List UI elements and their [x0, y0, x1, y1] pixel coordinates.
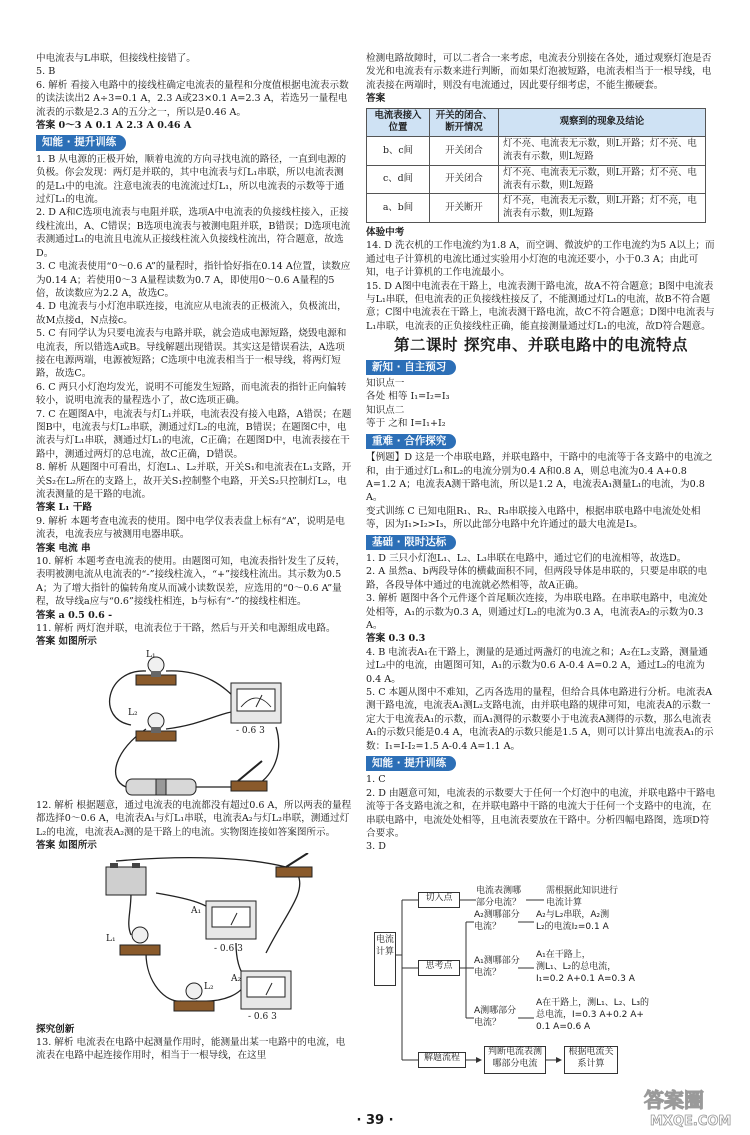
- battery-icon: [106, 863, 146, 895]
- flow-r2a: A₁在干路上，: [536, 950, 591, 960]
- answer-line: 答案 a 0.5 0.6 -: [36, 609, 113, 621]
- ammeter-a1-icon: [206, 901, 256, 939]
- bulb-l2-icon: [136, 713, 176, 741]
- text-para: 8. 解析 从题图中可看出，灯泡L₁、L₂并联，开关S₁和电流表在L₁支路，开关S₂在L₂所在的支路上，故开关S₁控制整个电路，开关S₂只控制灯L₂，电流表测量的是干路的电流。: [36, 462, 352, 500]
- text-para: 14. D 洗衣机的工作电流约为1.8 A，而空调、微波炉的工作电流约为5 A以上；而通过电子计算机的电流比通过实验用小灯泡的电流还要小，小于0.3 A；由此可知，电子计算机的工作电流最小。: [366, 240, 715, 279]
- ammeter-scale: - 0.6 3: [236, 725, 265, 736]
- flow-entry-question: 电流表测哪部分电流？: [476, 886, 522, 908]
- switch-icon: [276, 853, 312, 877]
- text-para: 3. D: [366, 841, 386, 853]
- table-cell: 开关断开: [430, 194, 499, 223]
- watermark-logo: [640, 1085, 744, 1129]
- table-cell: 开关闭合: [430, 165, 499, 194]
- table-cell: a、b间: [367, 194, 430, 223]
- table-header: 电流表接入位置: [367, 108, 430, 137]
- table-cell: b、c间: [367, 137, 430, 166]
- section-explore: 探究创新: [36, 1023, 75, 1035]
- flow-root-box: 电流计算: [374, 932, 396, 986]
- label-a1: A₁: [191, 905, 202, 916]
- table-row: [367, 194, 706, 223]
- answer-line: 答案 如图所示: [36, 840, 97, 852]
- flow-process-box: 解题流程: [418, 1052, 466, 1068]
- watermark-icon: [640, 1085, 744, 1129]
- text-para: 3. C 电流表使用“0～0.6 A”的量程时，指针恰好指在0.14 A位置，读数应为0.14 A；若使用0～3 A量程读数为0.7 A，即使用0～0.6 A量程的5倍，故读数应为2.2 A，故选C。: [36, 261, 351, 299]
- answer-line: 答案 如图所示: [36, 636, 97, 648]
- flow-r3b: 总电流，I=0.3 A+0.2 A+: [536, 1010, 644, 1020]
- flow-q1: A₂测哪部分电流？: [474, 910, 520, 932]
- svg-text:MXQE.COM: MXQE.COM: [650, 1114, 732, 1129]
- right-column: [366, 52, 716, 854]
- circuit-diagram-1: [36, 649, 352, 799]
- text-para: 【例题】D 这是一个串联电路，并联电路中，干路中的电流等于各支路中的电流之和，由于通过灯L₁和L₂的电流分别为0.4 A和0.8 A，则总电流为0.4 A+0.8 A=1.2 A；电流表A测干路电流，所以是1.2 A，电流表A₁测量L₁的电流，为0.8 A。: [366, 452, 713, 504]
- text-line: 5. B: [36, 66, 56, 78]
- text-para: 2. D A和C选项电流表与电阻并联，选项A中电流表的负接线柱接入，正接线柱流出，A、C错误；B选项电流表与被测电阻并联，B错误；D选项电流表测通过L₁的电流且电流从正接线柱流入负接线柱流出，符合题意，故选D。: [36, 207, 351, 259]
- knowledge-text: 各处 相等 I₁=I₂=I₃: [366, 391, 450, 403]
- answer-line: 答案 L₁ 干路: [36, 502, 93, 514]
- answer-line: 答案 电流 串: [36, 542, 91, 554]
- label-l1: L₁: [106, 933, 116, 944]
- text-para: 5. C 本题从图中不难知，乙丙各选用的量程，但给合具体电路进行分析。电流表A测干路电流，电流表A₁测L₂支路电流，由并联电路的规律可知，电流表A的示数一定大于电流表A₁的示数，而A₁测得的示数要小于电流表A测得的示数，那么电流表A₁的示数只能是0.4 A，电流表A的示数只能是1.5 A，则可以计算出电流表A₁的示数：I₁=I-I₂=1.5 A-0.4 A=1.1 A。: [366, 687, 714, 752]
- table-cell: 灯不亮，电流表无示数，则L开路；灯不亮，电流表有示数，则L短路: [499, 194, 706, 223]
- label-l1: L₁: [146, 649, 156, 660]
- bulb-l1-icon: [120, 927, 160, 955]
- table-header: 观察到的现象及结论: [499, 108, 706, 137]
- knowledge-point: 知识点一: [366, 378, 405, 390]
- text-para: 7. C 在题图A中，电流表与灯L₁并联，电流表没有接入电路，A错误；在题图B中，电流表与灯L₂串联，测通过灯L₂的电流，B错误；在题图C中，电流表与灯L₁串联，测通过灯L₁的电流，C正确；在题图D中，电流表接在干路中，测通过两灯的总电流，故C正确，D错误。: [36, 408, 352, 460]
- section-header-basic: 基础 · 限时达标: [366, 535, 456, 550]
- flow-think-box: 思考点: [418, 960, 460, 976]
- knowledge-text: 等于 之和 I=I₁+I₂: [366, 418, 446, 430]
- left-column: [36, 52, 352, 1063]
- section-header-key: 重难 · 合作探究: [366, 434, 456, 449]
- flow-r1a: A₂与L₂串联，A₂测: [536, 910, 610, 920]
- flow-entry-result: 需根据此知识进行电流计算: [546, 886, 619, 908]
- text-para: 检测电路故障时，可以二者合一来考虑，电流表分别接在各处，通过观察灯泡是否发光和电流表有示数来进行判断，而如果灯泡被短路，电流表相当于一根导线，电流表接在两端时，则没有电流通过，因此要仔细考虑，不能生搬硬套。: [366, 53, 712, 91]
- solution-flowchart: [366, 880, 716, 1080]
- text-para: 6. C 两只小灯泡均发光，说明不可能发生短路，而电流表的指针正向偏转较小，说明电流表的量程选小了，故C选项正确。: [36, 381, 347, 407]
- label-l2: L₂: [128, 707, 138, 718]
- section-header-improve-2: 知能 · 提升训练: [366, 756, 456, 771]
- section-exam: 体验中考: [366, 227, 405, 238]
- flow-r3c: 0.1 A=0.6 A: [536, 1022, 591, 1032]
- switch-icon: [231, 761, 267, 791]
- flow-r1b: L₂的电流I₂=0.1 A: [536, 922, 609, 932]
- answer-line: 答案 0.3 0.3: [366, 633, 426, 645]
- answer-line: 答案 0～3 A 0.1 A 2.3 A 0.46 A: [36, 120, 192, 132]
- text-para: 2. D 由题意可知，电流表的示数要大于任何一个灯泡中的电流，并联电路中干路电流等于各支路电流之和，在并联电路中干路的电流大于任何一个支路中的电流，在串联电路中，电流处处相等，且电流表要放在干路中。分析四幅电路图，选项D符合要求。: [366, 787, 716, 840]
- flow-process-step-1: 判断电流表测哪部分电流: [484, 1046, 546, 1074]
- text-para: 2. A 虽然a、b两段导体的横截面积不同，但两段导体是串联的，只要是串联的电路，各段导体中通过的电流就必然相等，故A正确。: [366, 566, 708, 591]
- lesson-title: 第二课时 探究串、并联电路中的电流特点: [394, 336, 688, 355]
- flow-process-step-2: 根据电流关系计算: [564, 1046, 618, 1074]
- text-line: 6. 解析 看接入电路中的接线柱确定电流表的量程和分度值根据电流表示数的读法读出2 A÷3=0.1 A，2.3 A或23×0.1 A=2.3 A，若选另一量程电流表的示数是2.3 A的五分之一，所以是0.46 A。: [36, 79, 349, 118]
- text-para: 4. D 电流表与小灯泡串联连接，电流应从电流表的正极流入，负极流出，故M点接d，N点接c。: [36, 301, 347, 326]
- knowledge-point: 知识点二: [366, 404, 405, 416]
- table-cell: c、d间: [367, 165, 430, 194]
- table-cell: 开关闭合: [430, 137, 499, 166]
- table-cell: 灯不亮、电流表无示数，则L开路；灯不亮、电流表有示数，则L短路: [499, 137, 706, 166]
- text-line: 中电流表与L串联，但接线柱接错了。: [36, 53, 196, 64]
- label-l2: L₂: [204, 981, 214, 992]
- text-para: 15. D A图中电流表在干路上，电流表测干路电流，故A不符合题意；B图中电流表与L₁串联，但电流表的正负接线柱接反了，不能测通过灯L₁的电流，故B不符合题意；C图中电流表在干路上，电流表测干路电流，故C不符合题意；D图中电流表与L₁串联，电流表的正负接线柱正确，能直接测量通过灯L₁的电流，故D符合题意。: [366, 280, 715, 332]
- flow-r2c: I₁=0.2 A+0.1 A=0.3 A: [536, 974, 635, 984]
- circuit-1-svg: [36, 649, 352, 799]
- text-para: 10. 解析 本题考查电流表的使用。由题图可知，电流表指针发生了反转，表明被测电流从电流表的“-”接线柱流入，“+”接线柱流出。其示数为0.5 A；为了增大指针的偏转角度从而减小读数误差，应选用的“0～0.6 A”量程，故导线a应与“0.6”接线柱相连，b与标有“-”的接线柱相连。: [36, 556, 346, 608]
- table-row: [367, 137, 706, 166]
- battery-icon: [126, 779, 196, 795]
- flow-q3: A测哪部分电流？: [474, 1006, 517, 1028]
- flow-entry-box: 切入点: [418, 892, 460, 908]
- text-para: 1. B 从电源的正极开始，顺着电流的方向寻找电流的路径，一直到电源的负极。你会发现：两灯是并联的，其中电流表与灯L₁串联，所以电流表测的是L₁中的电流。注意电流表的电流流过灯L₁，所以电流表的示数等于通过灯L₁的电流。: [36, 153, 347, 206]
- label-a2: A₂: [231, 973, 242, 984]
- flow-q2: A₁测哪部分电流？: [474, 956, 520, 978]
- text-para: 变式训练 C 已知电阻R₁、R₂、R₃串联接入电路中，根据串联电路中电流处处相等，因为I₁>I₂>I₃，所以此部分电路中允许通过的最大电流是I₃。: [366, 505, 701, 531]
- flow-r3a: A在干路上，测L₁、L₂、L₃的: [536, 998, 650, 1008]
- answer-label: 答案: [366, 93, 386, 105]
- page-number: · 39 ·: [356, 1113, 394, 1128]
- observation-table: [366, 108, 706, 223]
- ammeter-a2-icon: [241, 971, 291, 1009]
- text-para: 13. 解析 电流表在电路中起测量作用时，能测量出某一电路中的电流，电流表在电路中起连接作用时，相当于一根导线，在这里: [36, 1036, 346, 1062]
- text-para: 1. C: [366, 774, 386, 786]
- text-para: 1. D 三只小灯泡L₁、L₂、L₃串联在电路中，通过它们的电流相等，故选D。: [366, 552, 687, 564]
- section-header-improve: 知能 · 提升训练: [36, 135, 126, 150]
- text-para: 12. 解析 根据题意，通过电流表的电流都没有超过0.6 A，所以两表的量程都选择0～0.6 A，电流表A₁与灯L₁串联，电流表A₂与灯L₂串联，测通过灯L₂的电流，电流表A₂测的是干路上的电流。实物图连接如答案图所示。: [36, 799, 352, 838]
- flow-r2b: 测L₁、L₂的总电流，: [536, 962, 617, 972]
- circuit-2-svg: [36, 853, 352, 1023]
- text-para: 9. 解析 本题考查电流表的使用。图中电学仪表表盘上标有“A”，说明是电流表，电流表应与被测用电器串联。: [36, 515, 345, 541]
- ammeter-a2-scale: - 0.6 3: [248, 1011, 277, 1022]
- text-para: 4. B 电流表A₁在干路上，测量的是通过两盏灯的电流之和；A₂在L₂支路，测量通过L₂中的电流，由题图可知，A₁的示数为0.6 A-0.4 A=0.2 A，通过L₂的电流为0.4 A。: [366, 646, 708, 685]
- circuit-diagram-2: [36, 853, 352, 1023]
- ammeter-a1-scale: - 0.6 3: [214, 943, 243, 954]
- text-para: 5. C 有同学认为只要电流表与电路并联，就会造成电源短路，烧毁电源和电流表，所以错选A或B。导线解题出现错误。其实这是错误看法，A选项接在电源两端，电源被短路；C选项中电流表相当于一根导线，将两灯短路，故选C。: [36, 328, 347, 380]
- table-header-row: [367, 108, 706, 137]
- table-header: 开关的闭合、断开情况: [430, 108, 499, 137]
- table-row: [367, 165, 706, 194]
- text-para: 11. 解析 两灯泡并联，电流表位于干路，然后与开关和电源组成电路。: [36, 623, 336, 635]
- ammeter-icon: [231, 683, 281, 723]
- text-para: 3. 解析 题图中各个元件逐个首尾顺次连接，为串联电路。在串联电路中，电流处处相等，A₁的示数为0.3 A，则通过灯L₂的电流为0.3 A，电流表A₂的示数为0.3 A。: [366, 593, 708, 631]
- svg-text:答案圈: 答案圈: [644, 1088, 704, 1112]
- table-cell: 灯不亮、电流表无示数，则L开路；灯不亮、电流表有示数，则L短路: [499, 165, 706, 194]
- section-header-new: 新知 · 自主预习: [366, 360, 456, 375]
